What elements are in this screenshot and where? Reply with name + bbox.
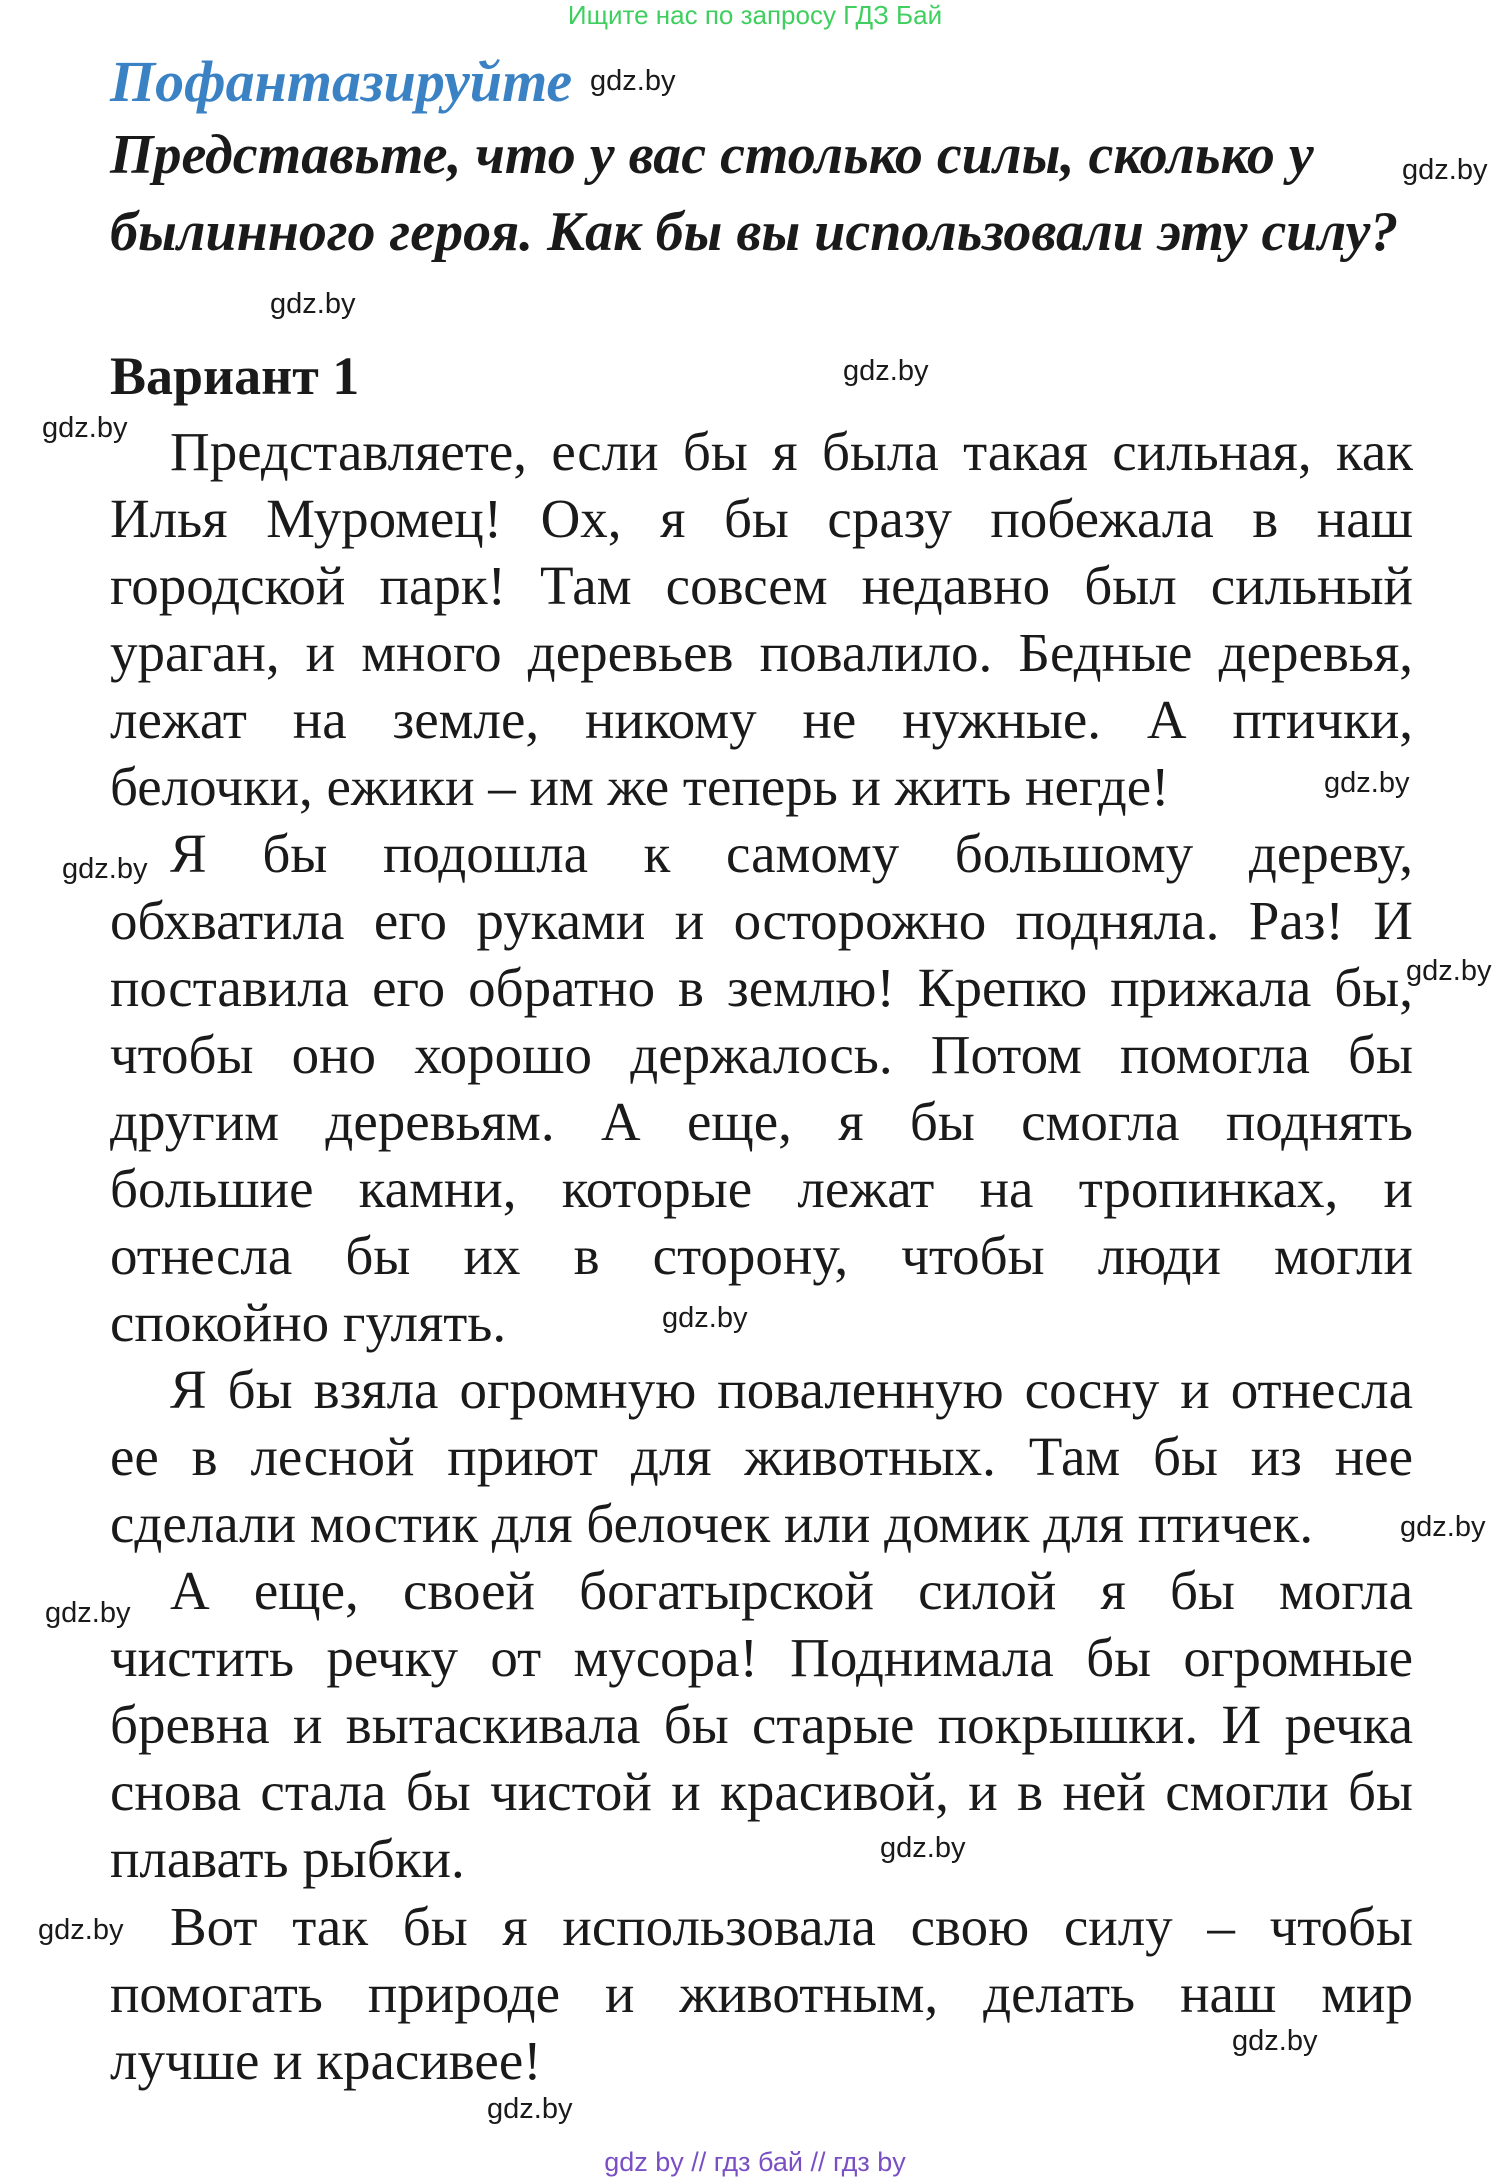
text-line: Я бы взяла огромную поваленную сосну и отнесла (170, 1359, 1413, 1420)
variant-title: Вариант 1 (110, 346, 360, 406)
text-line: помогать природе и животным, делать наш мир (110, 1963, 1413, 2024)
watermark: gdz.by (62, 853, 148, 885)
answer-paragraph-4 (110, 1557, 1413, 1892)
text-line: Вот так бы я использовала свою силу – чтобы (170, 1896, 1413, 1957)
watermark: gdz.by (1400, 1511, 1486, 1543)
watermark: gdz.by (42, 412, 128, 444)
top-banner: Ищите нас по запросу ГДЗ Бай (567, 0, 943, 30)
watermark: gdz.by (880, 1832, 966, 1864)
text-line: городской парк! Там совсем недавно был сильный (110, 555, 1413, 616)
text-line: чистить речку от мусора! Поднимала бы огромные (110, 1627, 1413, 1688)
watermark: gdz.by (1402, 154, 1488, 186)
watermark: gdz.by (662, 1302, 748, 1334)
watermark: gdz.by (487, 2093, 573, 2125)
text-line: лежат на земле, никому не нужные. А птички, (110, 689, 1413, 750)
section-heading: Пофантазируйте (110, 49, 573, 114)
question-line: былинного героя. Как бы вы использовали эту силу? (110, 201, 1399, 263)
text-line: спокойно гулять. (110, 1292, 507, 1353)
answer-paragraph-2 (110, 820, 1413, 1356)
answer-paragraph-3 (110, 1356, 1413, 1557)
answer-paragraph-5 (110, 1893, 1413, 2094)
text-line: снова стала бы чистой и красивой, и в ней смогли бы (110, 1761, 1413, 1822)
text-line: Представляете, если бы я была такая сильная, как (170, 421, 1413, 482)
watermark: gdz.by (843, 355, 929, 387)
watermark: gdz.by (38, 1914, 124, 1946)
text-line: отнесла бы их в сторону, чтобы люди могли (110, 1225, 1413, 1286)
text-line: бревна и вытаскивала бы старые покрышки. И речка (110, 1694, 1413, 1755)
text-line: сделали мостик для белочек или домик для птичек. (110, 1493, 1314, 1554)
watermark: gdz.by (45, 1597, 131, 1629)
text-line: плавать рыбки. (110, 1828, 465, 1889)
watermark: gdz.by (270, 288, 356, 320)
footer-links: gdz by // гдз бай // гдз by (604, 2147, 906, 2177)
text-line: Я бы подошла к самому большому дереву, (170, 823, 1413, 884)
question-line: Представьте, что у вас столько силы, сколько у (110, 124, 1314, 186)
text-line: поставила его обратно в землю! Крепко прижала бы, (110, 957, 1413, 1018)
text-line: белочки, ежики – им же теперь и жить негде! (110, 756, 1170, 817)
watermark: gdz.by (1324, 767, 1410, 799)
text-line: чтобы оно хорошо держалось. Потом помогла бы (110, 1024, 1413, 1085)
answer-paragraph-1 (110, 418, 1413, 820)
text-line: А еще, своей богатырской силой я бы могла (170, 1560, 1413, 1621)
text-line: обхватила его руками и осторожно подняла. Раз! И (110, 890, 1413, 951)
watermark: gdz.by (1406, 955, 1492, 987)
watermark: gdz.by (1232, 2025, 1318, 2057)
text-line: Илья Муромец! Ох, я бы сразу побежала в наш (110, 488, 1413, 549)
text-line: другим деревьям. А еще, я бы смогла поднять (110, 1091, 1413, 1152)
text-line: ее в лесной приют для животных. Там бы из нее (110, 1426, 1413, 1487)
text-line: большие камни, которые лежат на тропинках, и (110, 1158, 1413, 1219)
watermark: gdz.by (590, 65, 676, 97)
text-line: лучше и красивее! (110, 2030, 542, 2091)
text-line: ураган, и много деревьев повалило. Бедные деревья, (110, 622, 1413, 683)
